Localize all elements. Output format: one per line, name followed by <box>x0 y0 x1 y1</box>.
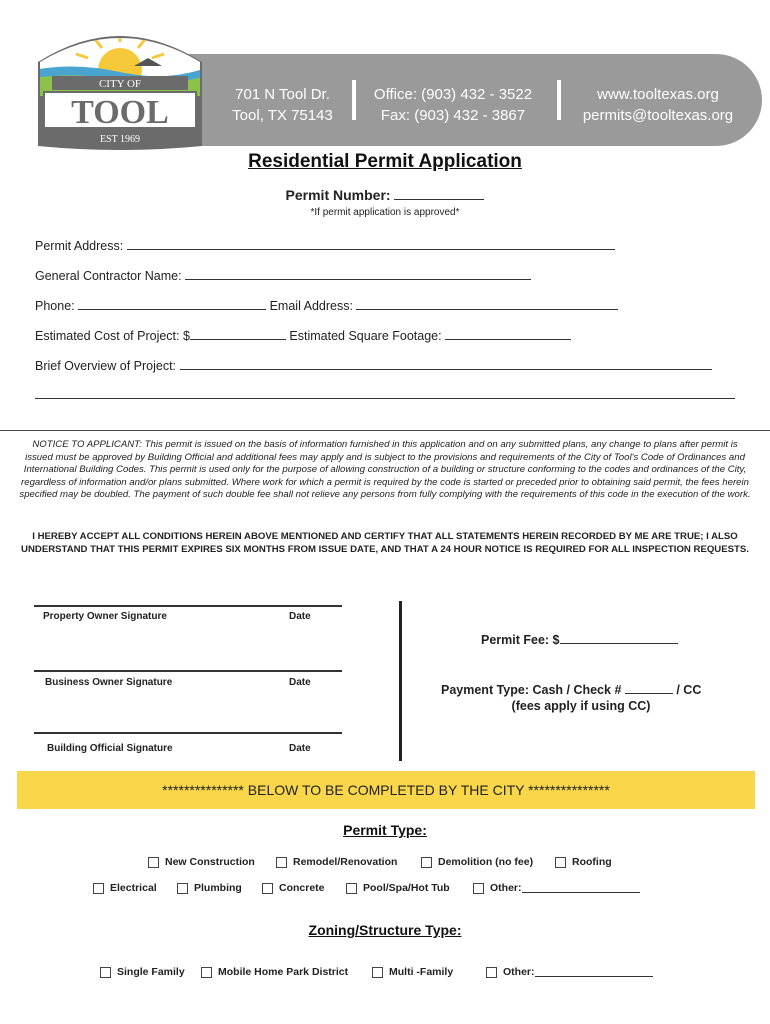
checkbox[interactable] <box>421 857 432 868</box>
zoning-multi-family[interactable] <box>372 966 453 978</box>
building-official-signature-label: Building Official Signature <box>47 743 173 754</box>
header-phone <box>360 84 546 126</box>
option-label: Multi -Family <box>389 966 454 978</box>
option-label: Remodel/Renovation <box>293 856 398 868</box>
phone-label: Phone: <box>35 299 75 313</box>
permit-number-label: Permit Number: <box>285 187 395 203</box>
option-remodel[interactable] <box>276 856 397 868</box>
header-contact <box>566 84 750 126</box>
permit-number <box>0 187 770 203</box>
other-field[interactable] <box>522 883 640 893</box>
section-divider <box>0 430 770 431</box>
vertical-divider <box>399 601 402 761</box>
permit-fee <box>481 632 678 647</box>
permit-address-label: Permit Address: <box>35 239 124 253</box>
business-owner-signature-line[interactable] <box>34 670 342 672</box>
property-owner-signature-label: Property Owner Signature <box>43 611 167 622</box>
date-label: Date <box>289 677 311 688</box>
zoning-other[interactable] <box>486 966 653 978</box>
checkbox[interactable] <box>262 883 273 894</box>
address-line-1: 701 N Tool Dr. <box>235 86 330 103</box>
contractor-label: General Contractor Name: <box>35 269 182 283</box>
notice-text: NOTICE TO APPLICANT: This permit is issued on the basis of information furnished in this application and on any submitted plans, any change to plans after permit is issued must be approved by Building Official and additional fees may apply and is subject to the provisions and requirements of the City of Tool's Code of Ordinances and International Building Codes. This permit is used only for the purpose of allowing construction of a building or structure conforming to the codes and ordinances of the City, regardless of information and/or plans submitted. Where work for which a permit is required by the code is started or preceded prior to obtaining said permit, the fees herein specified may be doubled. The payment of such double fee shall not relieve any persons from fully complying with the requirements of this code in the execution of the work. <box>19 439 751 500</box>
option-plumbing[interactable] <box>177 882 242 894</box>
header-address <box>220 84 345 126</box>
option-label: Single Family <box>117 966 185 978</box>
overview-label: Brief Overview of Project: <box>35 359 177 373</box>
option-label: Mobile Home Park District <box>218 966 349 978</box>
checkbox[interactable] <box>276 857 287 868</box>
option-pool[interactable] <box>346 882 450 894</box>
permit-type-title: Permit Type: <box>343 822 427 838</box>
building-official-signature-line[interactable] <box>34 732 342 734</box>
fees-apply-note: (fees apply if using CC) <box>511 699 651 713</box>
option-label: Electrical <box>110 882 157 894</box>
option-label: New Construction <box>165 856 255 868</box>
option-label: Demolition (no fee) <box>438 856 534 868</box>
certify-text: I HEREBY ACCEPT ALL CONDITIONS HEREIN ABOVE MENTIONED AND CERTIFY THAT ALL STATEMENTS HEREIN RECORDED BY ME ARE TRUE; I ALSO UNDERSTAND THAT THIS PERMIT EXPIRES SIX MONTHS FROM ISSUE DATE, AND THAT A 24 HOUR NOTICE IS REQUIRED FOR ALL INSPECTION REQUESTS. <box>21 531 749 555</box>
permit-fee-field[interactable] <box>560 632 678 644</box>
checkbox[interactable] <box>473 883 484 894</box>
email-field[interactable] <box>356 298 618 310</box>
check-number-field[interactable] <box>625 682 673 694</box>
checkbox[interactable] <box>346 883 357 894</box>
office-phone: Office: (903) 432 - 3522 <box>373 86 533 103</box>
option-concrete[interactable] <box>262 882 325 894</box>
cost-sqft-row <box>35 328 571 343</box>
option-label: Other: <box>490 882 522 894</box>
contractor-row <box>35 268 531 283</box>
permit-address-field[interactable] <box>127 238 615 250</box>
option-label: Concrete <box>279 882 325 894</box>
permit-number-field[interactable] <box>394 188 484 200</box>
checkbox[interactable] <box>555 857 566 868</box>
page-title: Residential Permit Application <box>248 151 522 172</box>
logo-tool: TOOL <box>71 94 169 131</box>
city-logo <box>34 26 206 152</box>
header-divider <box>557 80 561 120</box>
checkbox[interactable] <box>177 883 188 894</box>
option-other[interactable] <box>473 882 640 894</box>
checkbox[interactable] <box>93 883 104 894</box>
date-label: Date <box>289 611 311 622</box>
checkbox[interactable] <box>100 967 111 978</box>
checkbox[interactable] <box>486 967 497 978</box>
checkbox[interactable] <box>148 857 159 868</box>
zoning-title: Zoning/Structure Type: <box>308 922 462 938</box>
checkbox[interactable] <box>372 967 383 978</box>
permit-note: *If permit application is approved* <box>310 207 460 218</box>
website-link[interactable]: www.tooltexas.org <box>597 86 719 103</box>
overview-field[interactable] <box>180 358 712 370</box>
option-label: Roofing <box>572 856 612 868</box>
property-owner-signature-line[interactable] <box>34 605 342 607</box>
permit-fee-label: Permit Fee: $ <box>481 633 560 647</box>
cost-field[interactable] <box>190 328 286 340</box>
payment-type <box>441 682 701 697</box>
sqft-field[interactable] <box>445 328 571 340</box>
email-label: Email Address: <box>269 299 353 313</box>
city-use-banner: *************** BELOW TO BE COMPLETED BY THE CITY *************** <box>17 771 755 809</box>
permit-address-row <box>35 238 615 253</box>
option-new-construction[interactable] <box>148 856 255 868</box>
sqft-label: Estimated Square Footage: <box>289 329 442 343</box>
option-roofing[interactable] <box>555 856 612 868</box>
option-demolition[interactable] <box>421 856 533 868</box>
zoning-other-field[interactable] <box>535 967 653 977</box>
zoning-mobile-home[interactable] <box>201 966 348 978</box>
option-label: Plumbing <box>194 882 242 894</box>
option-electrical[interactable] <box>93 882 157 894</box>
phone-field[interactable] <box>78 298 266 310</box>
option-label: Pool/Spa/Hot Tub <box>363 882 450 894</box>
email-link[interactable]: permits@tooltexas.org <box>582 107 734 124</box>
overview-field-line2[interactable] <box>35 398 735 399</box>
option-label: Other: <box>503 966 535 978</box>
payment-cc-label: / CC <box>672 683 702 697</box>
cost-label: Estimated Cost of Project: $ <box>35 329 190 343</box>
payment-type-label: Payment Type: Cash / Check # <box>441 683 625 697</box>
checkbox[interactable] <box>201 967 212 978</box>
fax-number: Fax: (903) 432 - 3867 <box>380 107 526 124</box>
zoning-single-family[interactable] <box>100 966 185 978</box>
overview-row <box>35 358 712 373</box>
address-line-2: Tool, TX 75143 <box>232 107 333 124</box>
logo-city-of: CITY OF <box>98 78 142 90</box>
phone-email-row <box>35 298 618 313</box>
header-divider <box>352 80 356 120</box>
logo-est: EST 1969 <box>99 134 141 145</box>
contractor-field[interactable] <box>185 268 531 280</box>
date-label: Date <box>289 743 311 754</box>
business-owner-signature-label: Business Owner Signature <box>45 677 173 688</box>
